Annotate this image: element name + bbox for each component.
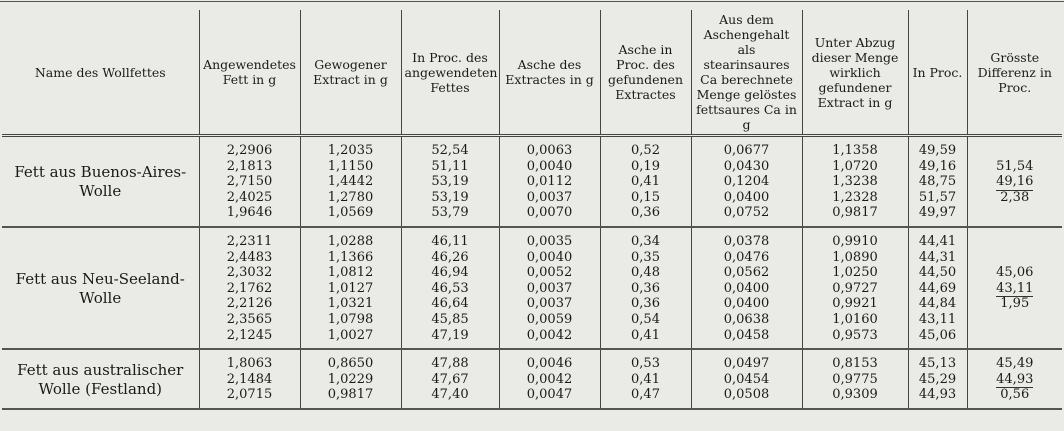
- table-cell: 0,54: [631, 311, 660, 327]
- table-cell: 1,1358: [832, 143, 878, 158]
- value-column: [600, 136, 691, 227]
- table-cell: 0,0063: [526, 143, 573, 158]
- table-cell: 1,0250: [832, 265, 878, 281]
- table-cell: 0,0035: [526, 233, 573, 249]
- value-column: [908, 136, 967, 227]
- table-cell: 0,0047: [526, 387, 573, 403]
- value-column: [691, 349, 802, 409]
- difference-operand: 44,93: [996, 371, 1034, 387]
- table-cell: 1,8063: [226, 356, 273, 372]
- table-cell: 0,0752: [723, 205, 770, 221]
- table-cell: 1,0321: [327, 296, 374, 312]
- table-cell: 0,9817: [327, 387, 374, 403]
- difference-line: [971, 159, 1060, 175]
- value-column: [300, 227, 401, 349]
- table-cell: 0,0562: [723, 265, 770, 281]
- value-column: [300, 136, 401, 227]
- table-cell: 1,4442: [327, 174, 374, 190]
- table-cell: 46,53: [431, 280, 469, 296]
- table-cell: 0,9910: [832, 233, 878, 249]
- table-cell: 53,19: [431, 189, 469, 205]
- table-cell: 45,29: [918, 371, 957, 387]
- value-column: [802, 136, 908, 227]
- table-cell: 2,7150: [226, 174, 273, 190]
- table-cell: 1,3238: [832, 174, 878, 190]
- table-cell: 2,2906: [226, 143, 273, 158]
- header-calcium-soap: Aus dem Aschengehalt als stearinsaures Ca berechnete Menge gelöstes fettsaures Ca in g: [691, 10, 802, 136]
- value-column: [499, 227, 600, 349]
- group-name: Fett aus australischer Wolle (Festland): [2, 349, 199, 409]
- table-cell: 49,97: [918, 205, 957, 221]
- table-cell: 44,41: [918, 233, 957, 249]
- table-cell: 0,0458: [723, 327, 770, 343]
- table-cell: 1,2035: [327, 143, 374, 158]
- value-column: [401, 136, 499, 227]
- table-cell: 0,36: [631, 205, 660, 221]
- table-cell: 1,0160: [832, 311, 878, 327]
- group-name: Fett aus Neu-Seeland-Wolle: [2, 227, 199, 349]
- value-column: [691, 227, 802, 349]
- header-max-difference: Grösste Differenz in Proc.: [967, 10, 1062, 136]
- table-cell: 1,0288: [327, 233, 374, 249]
- value-column: [908, 227, 967, 349]
- difference-line: [971, 281, 1060, 297]
- value-column: [199, 136, 300, 227]
- table-cell: 0,8650: [327, 356, 374, 372]
- table-cell: 0,41: [631, 371, 660, 387]
- table-cell: 0,0476: [723, 249, 770, 265]
- table-cell: 0,0037: [526, 189, 573, 205]
- value-column: [691, 136, 802, 227]
- table-cell: 0,0070: [526, 205, 573, 221]
- header-ash-percent: Asche in Proc. des gefundenen Extractes: [600, 10, 691, 136]
- table-cell: 2,3032: [226, 265, 273, 281]
- table-cell: 2,0715: [226, 387, 273, 403]
- table-cell: 1,0127: [327, 280, 374, 296]
- table-cell: 44,50: [918, 265, 957, 281]
- table-cell: 2,1762: [226, 280, 273, 296]
- table-cell: 0,0638: [723, 311, 770, 327]
- table-cell: 1,0569: [327, 205, 374, 221]
- table-cell: 51,11: [431, 158, 469, 174]
- value-column: [499, 349, 600, 409]
- table-cell: 2,2311: [226, 233, 273, 249]
- header-corrected-extract: Unter Abzug dieser Menge wirklich gefundener Extract in g: [802, 10, 908, 136]
- table-cell: 1,0229: [327, 371, 374, 387]
- table-cell: 0,34: [631, 233, 660, 249]
- table-cell: 53,79: [431, 205, 469, 221]
- table-cell: 1,0890: [832, 249, 878, 265]
- table-cell: 47,40: [431, 387, 469, 403]
- table-cell: 0,9573: [832, 327, 878, 343]
- table-cell: 53,19: [431, 174, 469, 190]
- difference-line: [971, 190, 1060, 206]
- table-cell: 2,3565: [226, 311, 273, 327]
- header-row: [2, 10, 1062, 136]
- table-cell: 0,36: [631, 280, 660, 296]
- table-cell: 0,0508: [723, 387, 770, 403]
- header-weighed-extract: Gewogener Extract in g: [300, 10, 401, 136]
- table-cell: 0,0037: [526, 280, 573, 296]
- table-cell: 48,75: [918, 174, 957, 190]
- difference-result: 0,56: [1000, 387, 1030, 403]
- table-cell: 52,54: [431, 143, 469, 158]
- table-cell: 1,0812: [327, 265, 374, 281]
- table-cell: 0,0400: [723, 280, 770, 296]
- header-ash-of-extract: Asche des Extractes in g: [499, 10, 600, 136]
- table-cell: 1,9646: [226, 205, 273, 221]
- spacer: [971, 234, 1060, 250]
- value-column: [600, 349, 691, 409]
- value-column: [401, 349, 499, 409]
- table-cell: 0,52: [631, 143, 660, 158]
- table-cell: 0,0430: [723, 158, 770, 174]
- table-cell: 0,9775: [832, 371, 878, 387]
- header-percent: In Proc.: [908, 10, 967, 136]
- table-cell: 0,0400: [723, 296, 770, 312]
- difference-operand: 45,49: [996, 356, 1034, 372]
- table-cell: 0,9921: [832, 296, 878, 312]
- table-cell: 0,19: [631, 158, 660, 174]
- table-cell: 45,06: [918, 327, 957, 343]
- table-cell: 44,84: [918, 296, 957, 312]
- table-cell: 49,16: [918, 158, 957, 174]
- table-cell: 0,0040: [526, 158, 573, 174]
- table-cell: 2,2126: [226, 296, 273, 312]
- table-cell: 1,2328: [832, 189, 878, 205]
- table-cell: 0,0037: [526, 296, 573, 312]
- difference-line: [971, 387, 1060, 403]
- value-column: [802, 227, 908, 349]
- table-cell: 0,47: [631, 387, 660, 403]
- difference-line: [971, 356, 1060, 372]
- value-column: [600, 227, 691, 349]
- table-cell: 0,9817: [832, 205, 878, 221]
- difference-result: 1,95: [1000, 296, 1030, 312]
- wool-fat-table: [2, 10, 1062, 410]
- value-column: [199, 349, 300, 409]
- table-cell: 1,2780: [327, 189, 374, 205]
- table-cell: 49,59: [918, 143, 957, 158]
- table-cell: 2,1484: [226, 371, 273, 387]
- table-cell: 46,64: [431, 296, 469, 312]
- header-name: Name des Wollfettes: [2, 10, 199, 136]
- table-cell: 0,1204: [723, 174, 770, 190]
- table-cell: 1,0027: [327, 327, 374, 343]
- table-cell: 46,26: [431, 249, 469, 265]
- table-cell: 0,0112: [526, 174, 573, 190]
- table-body: [2, 136, 1062, 409]
- table-cell: 0,0497: [723, 356, 770, 372]
- table-cell: 0,0378: [723, 233, 770, 249]
- table-cell: 0,0046: [526, 356, 573, 372]
- spacer: [971, 250, 1060, 266]
- table-cell: 0,53: [631, 356, 660, 372]
- table-cell: 47,88: [431, 356, 469, 372]
- difference-cell: [967, 136, 1062, 227]
- group-row: [2, 349, 1062, 409]
- table-cell: 0,9727: [832, 280, 878, 296]
- difference-cell: [967, 349, 1062, 409]
- table-cell: 2,4025: [226, 189, 273, 205]
- value-column: [199, 227, 300, 349]
- difference-operand: 51,54: [996, 158, 1034, 174]
- group-row: [2, 227, 1062, 349]
- difference-result: 2,38: [1000, 189, 1030, 205]
- table-cell: 46,11: [431, 233, 469, 249]
- top-rule: [0, 1, 1064, 2]
- table-cell: 0,0677: [723, 143, 770, 158]
- table-cell: 0,0454: [723, 371, 770, 387]
- value-column: [802, 349, 908, 409]
- table-cell: 0,0052: [526, 265, 573, 281]
- table-cell: 1,1366: [327, 249, 374, 265]
- difference-line: [971, 265, 1060, 281]
- table-cell: 47,67: [431, 371, 469, 387]
- group-name: Fett aus Buenos-Aires-Wolle: [2, 136, 199, 227]
- table-cell: 1,0720: [832, 158, 878, 174]
- table-cell: 0,0042: [526, 327, 573, 343]
- value-column: [908, 349, 967, 409]
- difference-line: [971, 372, 1060, 388]
- table-cell: 44,31: [918, 249, 957, 265]
- table-cell: 0,9309: [832, 387, 878, 403]
- value-column: [499, 136, 600, 227]
- table-cell: 45,85: [431, 311, 469, 327]
- table-cell: 0,41: [631, 174, 660, 190]
- difference-operand: 49,16: [996, 174, 1034, 190]
- table-cell: 46,94: [431, 265, 469, 281]
- header-fat-used: Angewendetes Fett in g: [199, 10, 300, 136]
- header-percent-of-fat: In Proc. des angewendeten Fettes: [401, 10, 499, 136]
- difference-line: [971, 174, 1060, 190]
- table-cell: 0,15: [631, 189, 660, 205]
- table-cell: 0,35: [631, 249, 660, 265]
- table-cell: 45,13: [918, 356, 957, 372]
- table-cell: 1,1150: [327, 158, 374, 174]
- difference-operand: 45,06: [996, 265, 1034, 281]
- table-cell: 0,48: [631, 265, 660, 281]
- difference-cell: [967, 227, 1062, 349]
- table-cell: 47,19: [431, 327, 469, 343]
- table-cell: 1,0798: [327, 311, 374, 327]
- table-cell: 44,69: [918, 280, 957, 296]
- table-cell: 2,4483: [226, 249, 273, 265]
- table-cell: 0,0040: [526, 249, 573, 265]
- difference-line: [971, 296, 1060, 312]
- group-row: [2, 136, 1062, 227]
- table-cell: 43,11: [918, 311, 957, 327]
- table-cell: 0,0400: [723, 189, 770, 205]
- table-cell: 51,57: [918, 189, 957, 205]
- table-cell: 0,41: [631, 327, 660, 343]
- table-cell: 2,1245: [226, 327, 273, 343]
- table-cell: 44,93: [918, 387, 957, 403]
- table-cell: 0,0059: [526, 311, 573, 327]
- value-column: [300, 349, 401, 409]
- difference-operand: 43,11: [996, 280, 1034, 296]
- spacer: [971, 143, 1060, 159]
- table-cell: 2,1813: [226, 158, 273, 174]
- value-column: [401, 227, 499, 349]
- table-cell: 0,36: [631, 296, 660, 312]
- table-cell: 0,0042: [526, 371, 573, 387]
- table-cell: 0,8153: [832, 356, 878, 372]
